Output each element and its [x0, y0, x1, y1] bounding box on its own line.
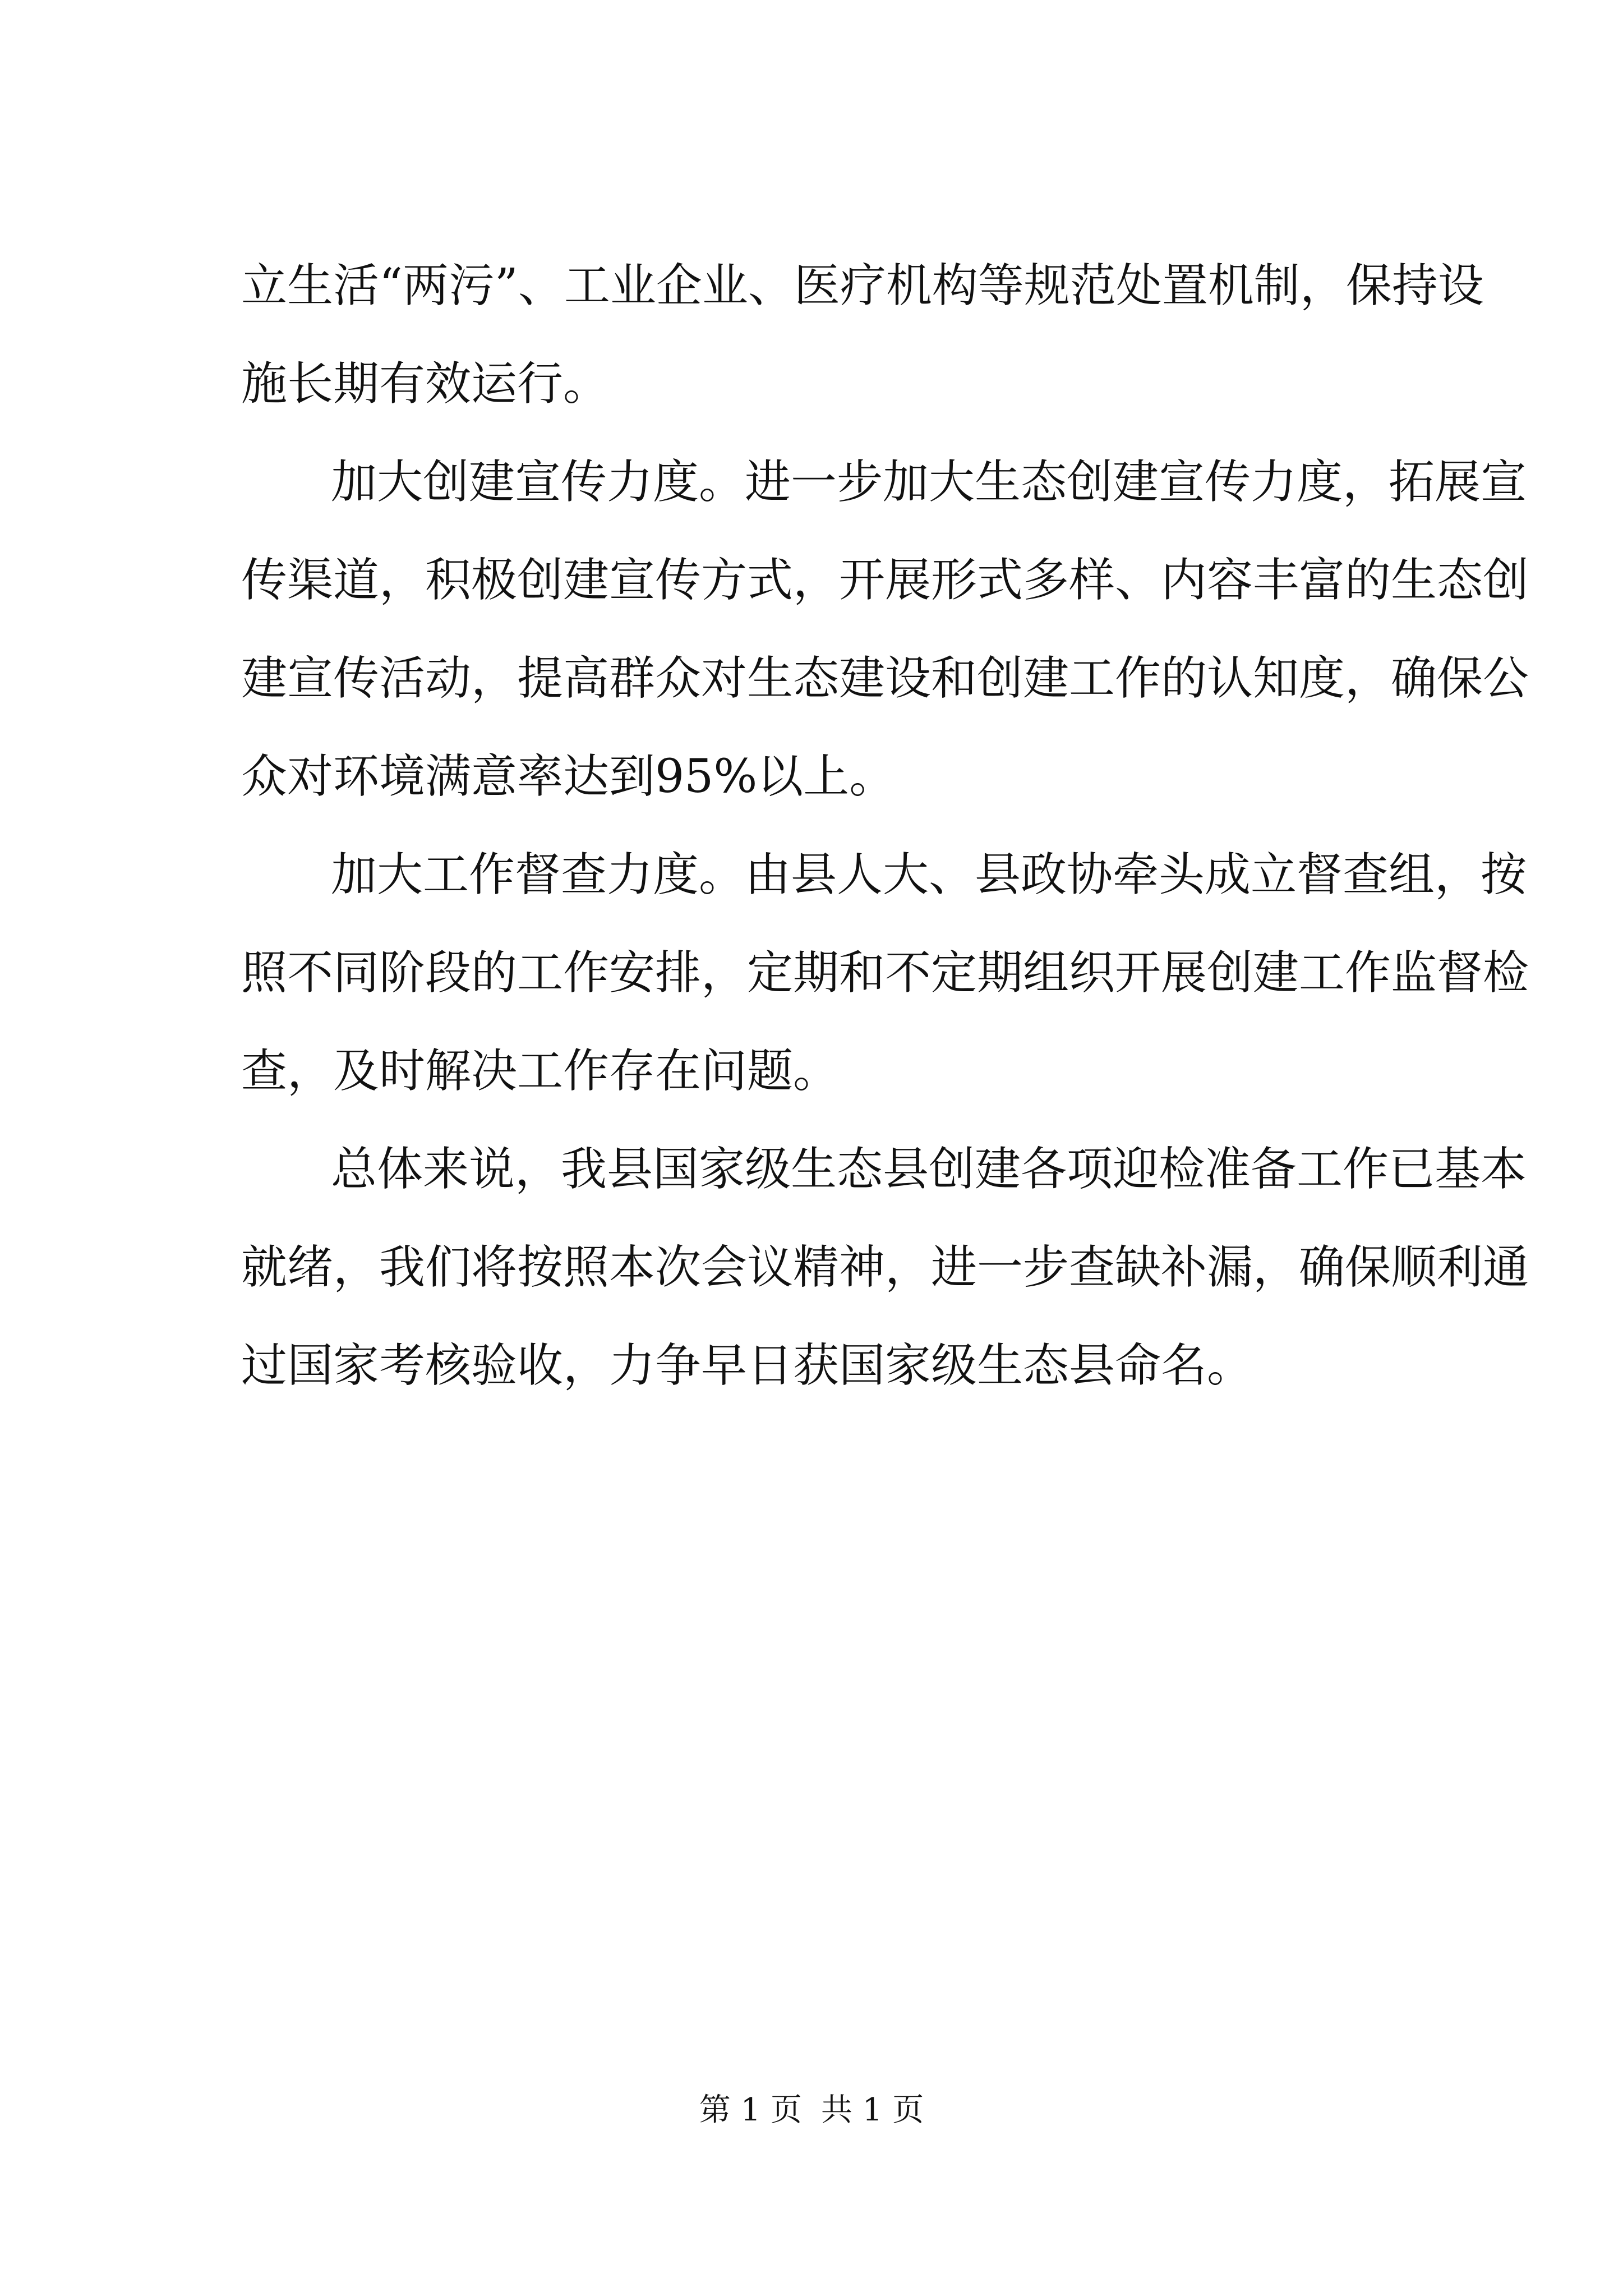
- paragraph-1-line-2: 施长期有效运行。: [241, 357, 610, 411]
- paragraph-2-line-3: 建宣传活动，提高群众对生态建设和创建工作的认知度，确保公: [241, 652, 1529, 705]
- paragraph-3-line-2: 照不同阶段的工作安排，定期和不定期组织开展创建工作监督检: [241, 946, 1529, 1000]
- paragraph-3-line-1: 加大工作督查力度。由县人大、县政协牵头成立督查组，按: [331, 848, 1527, 901]
- paragraph-1-line-1: 立生活“两污”、工业企业、医疗机构等规范处置机制，保持设: [241, 259, 1484, 312]
- paragraph-2-line-2: 传渠道，积极创建宣传方式，开展形式多样、内容丰富的生态创: [241, 554, 1529, 607]
- page-footer: [0, 2088, 1623, 2133]
- paragraph-2-line-1: 加大创建宣传力度。进一步加大生态创建宣传力度，拓展宣: [331, 455, 1527, 509]
- paragraph-4-line-1: 总体来说，我县国家级生态县创建各项迎检准备工作已基本: [331, 1143, 1527, 1196]
- page-total-label: 共 1 页: [821, 2092, 924, 2128]
- paragraph-2-line-4: 众对环境满意率达到95%以上。: [241, 750, 896, 803]
- paragraph-3-line-3: 查，及时解决工作存在问题。: [241, 1045, 840, 1098]
- paragraph-4-line-2: 就绪，我们将按照本次会议精神，进一步查缺补漏，确保顺利通: [241, 1241, 1529, 1294]
- paragraph-4-line-3: 过国家考核验收，力争早日获国家级生态县命名。: [241, 1339, 1253, 1392]
- page-number-label: 第 1 页: [699, 2092, 802, 2128]
